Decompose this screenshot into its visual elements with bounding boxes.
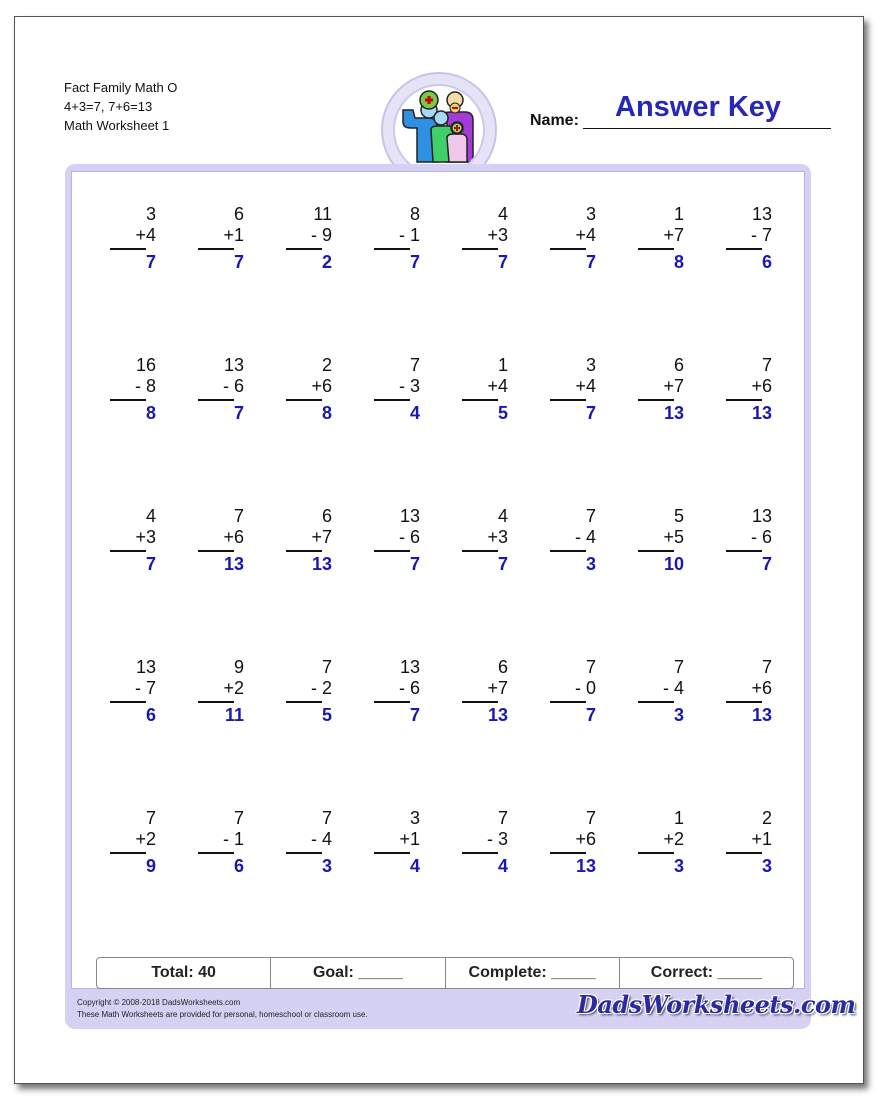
problem-answer: 8 xyxy=(673,252,684,272)
problem-top-number: 11 xyxy=(313,204,332,224)
problem-top-number: 7 xyxy=(321,808,332,828)
problem-top-number: 6 xyxy=(497,657,508,677)
problem-answer: 13 xyxy=(311,554,332,574)
math-problem xyxy=(556,808,596,877)
problem-operator-number: +1 xyxy=(751,829,772,849)
math-problem xyxy=(644,657,684,726)
math-problem xyxy=(116,506,156,575)
math-problem xyxy=(204,657,244,726)
math-problem xyxy=(468,808,508,877)
math-problem xyxy=(380,657,420,726)
math-problem xyxy=(732,204,772,273)
problem-operator-number: - 1 xyxy=(222,829,244,849)
problem-answer: 7 xyxy=(409,554,420,574)
math-problem xyxy=(644,355,684,424)
problem-operator-number: +7 xyxy=(663,376,684,396)
name-field-line xyxy=(583,128,831,129)
problem-answer-line xyxy=(198,701,234,703)
problem-operator-number: - 4 xyxy=(310,829,332,849)
problem-operator-number: +6 xyxy=(575,829,596,849)
problem-operator-number: - 7 xyxy=(134,678,156,698)
math-problem xyxy=(380,506,420,575)
problem-operator-number: +4 xyxy=(575,225,596,245)
problem-operator-number: - 3 xyxy=(398,376,420,396)
problem-operator-number: +1 xyxy=(223,225,244,245)
problem-area xyxy=(71,171,805,989)
problem-top-number: 7 xyxy=(409,355,420,375)
problem-answer: 7 xyxy=(585,403,596,423)
fact-family-people-icon xyxy=(395,86,483,174)
problem-answer: 7 xyxy=(497,554,508,574)
problem-operator-number: +4 xyxy=(487,376,508,396)
problem-top-number: 16 xyxy=(135,355,156,375)
problem-top-number: 8 xyxy=(409,204,420,224)
problem-operator-number: - 9 xyxy=(310,225,332,245)
problem-answer: 4 xyxy=(497,856,508,876)
math-problem xyxy=(116,808,156,877)
problem-answer-line xyxy=(110,701,146,703)
math-problem xyxy=(204,204,244,273)
problem-answer-line xyxy=(198,399,234,401)
problem-top-number: 7 xyxy=(585,506,596,526)
problem-answer: 7 xyxy=(145,554,156,574)
dadsworksheets-logo: DadsWorksheets.com xyxy=(577,990,856,1019)
problem-operator-number: - 1 xyxy=(398,225,420,245)
problem-answer-line xyxy=(550,248,586,250)
problem-answer-line xyxy=(462,550,498,552)
math-problem xyxy=(116,657,156,726)
problem-top-number: 7 xyxy=(497,808,508,828)
math-problem xyxy=(556,204,596,273)
problem-answer: 7 xyxy=(585,252,596,272)
problem-operator-number: - 6 xyxy=(398,678,420,698)
problem-top-number: 1 xyxy=(497,355,508,375)
problem-answer-line xyxy=(286,701,322,703)
problem-answer-line xyxy=(198,248,234,250)
math-problem xyxy=(732,657,772,726)
problem-operator-number: +6 xyxy=(751,376,772,396)
problem-answer-line xyxy=(198,550,234,552)
problem-answer-line xyxy=(550,701,586,703)
problem-operator-number: +7 xyxy=(487,678,508,698)
math-problem xyxy=(116,355,156,424)
problem-operator-number: +2 xyxy=(663,829,684,849)
problem-answer-line xyxy=(286,248,322,250)
problem-answer: 6 xyxy=(761,252,772,272)
problem-answer: 13 xyxy=(575,856,596,876)
math-problem xyxy=(556,355,596,424)
math-problem xyxy=(380,355,420,424)
problem-answer-line xyxy=(726,701,762,703)
math-problem xyxy=(644,204,684,273)
problem-top-number: 3 xyxy=(585,355,596,375)
problem-answer-line xyxy=(462,701,498,703)
problem-answer-line xyxy=(286,852,322,854)
math-problem xyxy=(732,355,772,424)
problem-top-number: 3 xyxy=(145,204,156,224)
worksheet-title-block xyxy=(64,78,177,135)
problem-top-number: 1 xyxy=(673,808,684,828)
problem-top-number: 4 xyxy=(497,204,508,224)
math-problem xyxy=(292,657,332,726)
problem-answer-line xyxy=(462,248,498,250)
problem-answer-line xyxy=(374,852,410,854)
problem-answer: 8 xyxy=(321,403,332,423)
problem-answer-line xyxy=(638,399,674,401)
problem-operator-number: - 0 xyxy=(574,678,596,698)
math-problem xyxy=(116,204,156,273)
problem-answer: 8 xyxy=(145,403,156,423)
problem-operator-number: - 2 xyxy=(310,678,332,698)
problem-operator-number: - 7 xyxy=(750,225,772,245)
problem-top-number: 13 xyxy=(399,506,420,526)
math-problem xyxy=(468,657,508,726)
problem-operator-number: - 6 xyxy=(750,527,772,547)
problem-answer-line xyxy=(374,399,410,401)
math-problem xyxy=(732,506,772,575)
problem-answer-line xyxy=(110,550,146,552)
math-problem xyxy=(292,808,332,877)
worksheet-page xyxy=(14,16,864,1084)
goal-field: Goal: _____ xyxy=(271,958,445,988)
problem-answer: 3 xyxy=(321,856,332,876)
problem-answer-line xyxy=(110,852,146,854)
correct-field: Correct: _____ xyxy=(650,964,762,981)
problem-answer: 13 xyxy=(487,705,508,725)
math-problem xyxy=(468,355,508,424)
problem-answer: 13 xyxy=(663,403,684,423)
problem-operator-number: +7 xyxy=(311,527,332,547)
problem-top-number: 6 xyxy=(233,204,244,224)
problem-top-number: 2 xyxy=(321,355,332,375)
problem-answer: 3 xyxy=(585,554,596,574)
total-count: Total: 40 xyxy=(97,958,271,988)
problem-operator-number: - 4 xyxy=(574,527,596,547)
math-problem xyxy=(556,506,596,575)
problem-operator-number: +4 xyxy=(135,225,156,245)
problem-operator-number: - 8 xyxy=(134,376,156,396)
problem-operator-number: +2 xyxy=(135,829,156,849)
name-label: Name: xyxy=(530,112,579,129)
math-problem xyxy=(204,355,244,424)
problem-answer-line xyxy=(638,550,674,552)
problem-answer: 6 xyxy=(233,856,244,876)
math-problem xyxy=(644,506,684,575)
problem-answer: 9 xyxy=(145,856,156,876)
problem-answer-line xyxy=(726,248,762,250)
worksheet-number: Math Worksheet 1 xyxy=(64,118,170,133)
problem-answer: 7 xyxy=(409,252,420,272)
copyright-line: Copyright © 2008-2018 DadsWorksheets.com xyxy=(77,998,241,1007)
score-bar xyxy=(96,957,794,989)
math-problem xyxy=(644,808,684,877)
problem-answer-line xyxy=(550,852,586,854)
problem-answer: 4 xyxy=(409,856,420,876)
problem-operator-number: - 6 xyxy=(222,376,244,396)
problem-answer-line xyxy=(638,701,674,703)
problem-operator-number: - 3 xyxy=(486,829,508,849)
problem-answer: 7 xyxy=(233,403,244,423)
problem-answer: 7 xyxy=(761,554,772,574)
problem-answer: 3 xyxy=(761,856,772,876)
math-problem xyxy=(204,506,244,575)
problem-top-number: 4 xyxy=(145,506,156,526)
problem-top-number: 6 xyxy=(673,355,684,375)
problem-answer: 2 xyxy=(321,252,332,272)
problem-top-number: 7 xyxy=(233,506,244,526)
problem-top-number: 3 xyxy=(585,204,596,224)
problem-top-number: 7 xyxy=(673,657,684,677)
problem-operator-number: +4 xyxy=(575,376,596,396)
problem-top-number: 3 xyxy=(409,808,420,828)
problem-operator-number: +7 xyxy=(663,225,684,245)
problem-top-number: 7 xyxy=(233,808,244,828)
problem-answer-line xyxy=(374,550,410,552)
problem-answer-line xyxy=(726,550,762,552)
problem-frame xyxy=(65,164,856,1029)
problem-answer-line xyxy=(286,399,322,401)
problem-answer-line xyxy=(726,852,762,854)
problem-answer: 7 xyxy=(145,252,156,272)
problem-top-number: 7 xyxy=(585,808,596,828)
problem-answer-line xyxy=(110,399,146,401)
problem-answer: 6 xyxy=(145,705,156,725)
problem-answer-line xyxy=(638,852,674,854)
problem-answer-line xyxy=(374,701,410,703)
problem-operator-number: - 6 xyxy=(398,527,420,547)
problem-answer: 7 xyxy=(585,705,596,725)
problem-operator-number: +3 xyxy=(135,527,156,547)
problem-operator-number: +3 xyxy=(487,225,508,245)
problem-answer-line xyxy=(550,399,586,401)
problem-answer-line xyxy=(374,248,410,250)
problem-answer: 11 xyxy=(224,705,244,725)
problem-top-number: 13 xyxy=(223,355,244,375)
problem-top-number: 7 xyxy=(761,657,772,677)
math-problem xyxy=(292,355,332,424)
problem-operator-number: +6 xyxy=(751,678,772,698)
problem-operator-number: - 4 xyxy=(662,678,684,698)
problem-operator-number: +5 xyxy=(663,527,684,547)
problem-answer-line xyxy=(286,550,322,552)
problem-answer: 7 xyxy=(233,252,244,272)
usage-line: These Math Worksheets are provided for personal, homeschool or classroom use. xyxy=(77,1010,368,1019)
worksheet-title: Fact Family Math O xyxy=(64,80,178,95)
problem-answer: 3 xyxy=(673,705,684,725)
problem-operator-number: +3 xyxy=(487,527,508,547)
problem-answer: 7 xyxy=(409,705,420,725)
problem-top-number: 5 xyxy=(673,506,684,526)
problem-operator-number: +2 xyxy=(223,678,244,698)
problem-answer: 13 xyxy=(751,705,772,725)
problem-top-number: 7 xyxy=(145,808,156,828)
problem-top-number: 13 xyxy=(751,506,772,526)
math-problem xyxy=(292,204,332,273)
problem-answer-line xyxy=(110,248,146,250)
math-problem xyxy=(292,506,332,575)
problem-answer-line xyxy=(550,550,586,552)
problem-answer: 5 xyxy=(321,705,332,725)
problem-answer: 3 xyxy=(673,856,684,876)
problem-operator-number: +6 xyxy=(223,527,244,547)
math-problem xyxy=(468,506,508,575)
worksheet-subtitle: 4+3=7, 7+6=13 xyxy=(64,99,153,114)
problem-answer: 5 xyxy=(497,403,508,423)
math-problem xyxy=(204,808,244,877)
problem-top-number: 13 xyxy=(135,657,156,677)
problem-top-number: 2 xyxy=(761,808,772,828)
problem-answer: 7 xyxy=(497,252,508,272)
problem-top-number: 13 xyxy=(399,657,420,677)
problem-top-number: 4 xyxy=(497,506,508,526)
problem-top-number: 7 xyxy=(761,355,772,375)
answer-key-text: Answer Key xyxy=(615,91,782,123)
math-problem xyxy=(556,657,596,726)
problem-answer: 10 xyxy=(663,554,684,574)
problem-top-number: 13 xyxy=(751,204,772,224)
problem-answer-line xyxy=(726,399,762,401)
problem-top-number: 1 xyxy=(673,204,684,224)
problem-answer: 4 xyxy=(409,403,420,423)
problem-top-number: 9 xyxy=(233,657,244,677)
math-problem xyxy=(732,808,772,877)
problem-top-number: 7 xyxy=(321,657,332,677)
problem-operator-number: +6 xyxy=(311,376,332,396)
problem-grid xyxy=(72,172,804,988)
complete-field: Complete: _____ xyxy=(446,958,620,988)
problem-top-number: 7 xyxy=(585,657,596,677)
math-problem xyxy=(380,204,420,273)
problem-answer: 13 xyxy=(751,403,772,423)
problem-answer-line xyxy=(462,852,498,854)
copyright-block xyxy=(77,997,368,1021)
problem-answer-line xyxy=(638,248,674,250)
math-problem xyxy=(468,204,508,273)
problem-answer-line xyxy=(198,852,234,854)
problem-answer: 13 xyxy=(223,554,244,574)
math-problem xyxy=(380,808,420,877)
problem-answer-line xyxy=(462,399,498,401)
problem-top-number: 6 xyxy=(321,506,332,526)
problem-operator-number: +1 xyxy=(399,829,420,849)
